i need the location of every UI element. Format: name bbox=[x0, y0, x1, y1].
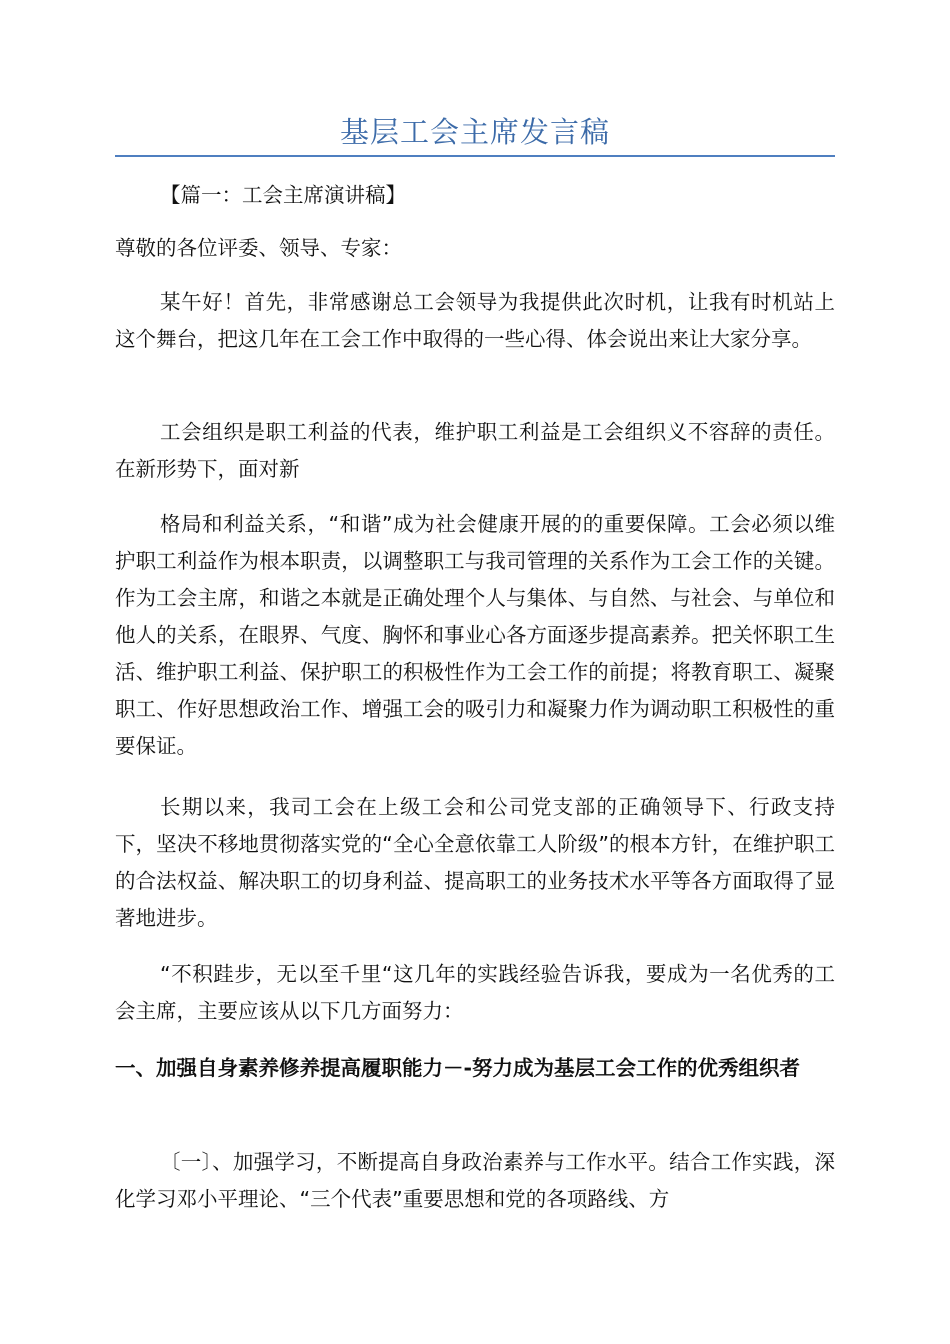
section-heading: 一、加强自身素养修养提高履职能力－-努力成为基层工会工作的优秀组织者 bbox=[115, 1056, 801, 1080]
paragraph: 〔一〕、加强学习，不断提高自身政治素养与工作水平。结合工作实践，深化学习邓小平理论、“三个代表”重要思想和党的各项路线、方 bbox=[115, 1150, 835, 1211]
paragraph: 长期以来，我司工会在上级工会和公司党支部的正确领导下、行政支持下，坚决不移地贯彻落实党的“全心全意依靠工人阶级”的根本方针，在维护职工的合法权益、解决职工的切身利益、提高职工的业务技术水平等各方面取得了显著地进步。 bbox=[115, 795, 835, 930]
paragraph: 某午好！首先，非常感谢总工会领导为我提供此次时机，让我有时机站上这个舞台，把这几年在工会工作中取得的一些心得、体会说出来让大家分享。 bbox=[115, 290, 835, 351]
paragraph: 格局和利益关系，“和谐”成为社会健康开展的的重要保障。工会必须以维护职工利益作为根本职责，以调整职工与我司管理的关系作为工会工作的关键。作为工会主席，和谐之本就是正确处理个人与集体、与自然、与社会、与单位和他人的关系，在眼界、气度、胸怀和事业心各方面逐步提高素养。把关怀职工生活、维护职工利益、保护职工的积极性作为工会工作的前提；将教育职工、凝聚职工、作好思想政治工作、增强工会的吸引力和凝聚力作为调动职工积极性的重要保证。 bbox=[115, 512, 835, 758]
salutation: 尊敬的各位评委、领导、专家： bbox=[115, 236, 402, 260]
title-underline bbox=[115, 155, 835, 157]
document-title: 基层工会主席发言稿 bbox=[339, 115, 610, 149]
paragraph: 工会组织是职工利益的代表，维护职工利益是工会组织义不容辞的责任。在新形势下，面对新 bbox=[115, 420, 835, 481]
section-label: 【篇一：工会主席演讲稿】 bbox=[160, 183, 406, 207]
paragraph: “不积跬步，无以至千里“这几年的实践经验告诉我，要成为一名优秀的工会主席，主要应该从以下几方面努力： bbox=[115, 962, 835, 1023]
